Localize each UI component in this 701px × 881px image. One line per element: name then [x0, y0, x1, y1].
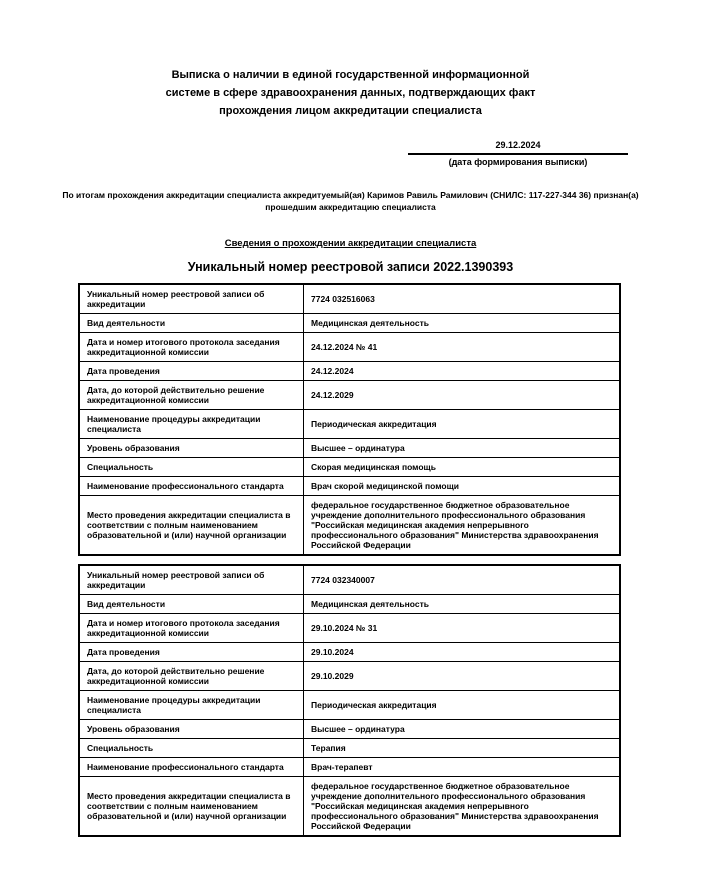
- row-value: 29.10.2024 № 31: [304, 614, 621, 643]
- row-label: Специальность: [79, 739, 304, 758]
- table-row: [79, 362, 620, 381]
- row-value: федеральное государственное бюджетное образовательное учреждение дополнительного профессионального образования "Российская медицинская академия непрерывного профессионального образования" Министерства здравоохранения Российской Федерации: [304, 496, 621, 556]
- row-value: 24.12.2024 № 41: [304, 333, 621, 362]
- row-label: Дата и номер итогового протокола заседания аккредитационной комиссии: [79, 614, 304, 643]
- row-label: Наименование профессионального стандарта: [79, 477, 304, 496]
- table-row: [79, 739, 620, 758]
- row-value: Периодическая аккредитация: [304, 691, 621, 720]
- document-title-line-2: системе в сфере здравоохранения данных, подтверждающих факт: [165, 87, 536, 99]
- row-value: 7724 032516063: [304, 284, 621, 314]
- formation-date-caption: (дата формирования выписки): [448, 157, 588, 167]
- table-row: [79, 662, 620, 691]
- table-row: [79, 477, 620, 496]
- accreditation-table-1: [78, 283, 621, 556]
- row-value: Медицинская деятельность: [304, 595, 621, 614]
- row-label: Дата и номер итогового протокола заседания аккредитационной комиссии: [79, 333, 304, 362]
- row-value: Скорая медицинская помощь: [304, 458, 621, 477]
- row-value: 29.10.2024: [304, 643, 621, 662]
- row-value: Медицинская деятельность: [304, 314, 621, 333]
- row-value: 24.12.2029: [304, 381, 621, 410]
- row-value: Терапия: [304, 739, 621, 758]
- row-label: Уровень образования: [79, 439, 304, 458]
- table-row: [79, 643, 620, 662]
- table-row: [79, 565, 620, 595]
- accreditation-table-1-body: [79, 284, 620, 555]
- row-label: Вид деятельности: [79, 314, 304, 333]
- row-label: Дата проведения: [79, 362, 304, 381]
- table-row: [79, 284, 620, 314]
- accreditation-table-2-body: [79, 565, 620, 836]
- table-row: [79, 614, 620, 643]
- row-label: Наименование процедуры аккредитации специалиста: [79, 691, 304, 720]
- row-value: федеральное государственное бюджетное образовательное учреждение дополнительного профессионального образования "Российская медицинская академия непрерывного профессионального образования" Министерства здравоохранения Российской Федерации: [304, 777, 621, 837]
- table-row: [79, 333, 620, 362]
- row-value: Врач-терапевт: [304, 758, 621, 777]
- table-row: [79, 410, 620, 439]
- row-label: Уникальный номер реестровой записи об аккредитации: [79, 284, 304, 314]
- document-title: [136, 66, 566, 120]
- row-value: Высшее – ординатура: [304, 720, 621, 739]
- table-row: [79, 595, 620, 614]
- row-label: Уровень образования: [79, 720, 304, 739]
- row-label: Место проведения аккредитации специалиста в соответствии с полным наименованием образовательной и (или) научной организации: [79, 777, 304, 837]
- row-label: Наименование профессионального стандарта: [79, 758, 304, 777]
- row-value: Высшее – ординатура: [304, 439, 621, 458]
- table-row: [79, 777, 620, 837]
- table-row: [79, 439, 620, 458]
- row-label: Дата, до которой действительно решение аккредитационной комиссии: [79, 662, 304, 691]
- accreditation-table-2: [78, 564, 621, 837]
- document-title-line-3: прохождения лицом аккредитации специалиста: [219, 105, 482, 117]
- table-row: [79, 314, 620, 333]
- table-row: [79, 496, 620, 556]
- row-label: Наименование процедуры аккредитации специалиста: [79, 410, 304, 439]
- table-row: [79, 720, 620, 739]
- row-label: Место проведения аккредитации специалиста в соответствии с полным наименованием образовательной и (или) научной организации: [79, 496, 304, 556]
- table-row: [79, 691, 620, 720]
- row-value: Периодическая аккредитация: [304, 410, 621, 439]
- table-row: [79, 758, 620, 777]
- formation-date: 29.12.2024: [408, 140, 628, 155]
- row-value: 7724 032340007: [304, 565, 621, 595]
- row-label: Вид деятельности: [79, 595, 304, 614]
- row-value: 29.10.2029: [304, 662, 621, 691]
- row-label: Дата проведения: [79, 643, 304, 662]
- table-row: [79, 381, 620, 410]
- formation-date-block: [408, 140, 628, 168]
- registry-record-heading: Уникальный номер реестровой записи 2022.1390393: [187, 260, 514, 274]
- row-label: Специальность: [79, 458, 304, 477]
- row-value: 24.12.2024: [304, 362, 621, 381]
- row-value: Врач скорой медицинской помощи: [304, 477, 621, 496]
- section-heading: Сведения о прохождении аккредитации специалиста: [224, 238, 477, 249]
- row-label: Дата, до которой действительно решение аккредитационной комиссии: [79, 381, 304, 410]
- intro-paragraph: По итогам прохождения аккредитации специалиста аккредитуемый(ая) Каримов Равиль Рамилович (СНИЛС: 117-227-344 36) признан(а) прошедшим аккредитацию специалиста: [62, 190, 639, 212]
- row-label: Уникальный номер реестровой записи об аккредитации: [79, 565, 304, 595]
- document-title-line-1: Выписка о наличии в единой государственной информационной: [171, 69, 530, 81]
- table-row: [79, 458, 620, 477]
